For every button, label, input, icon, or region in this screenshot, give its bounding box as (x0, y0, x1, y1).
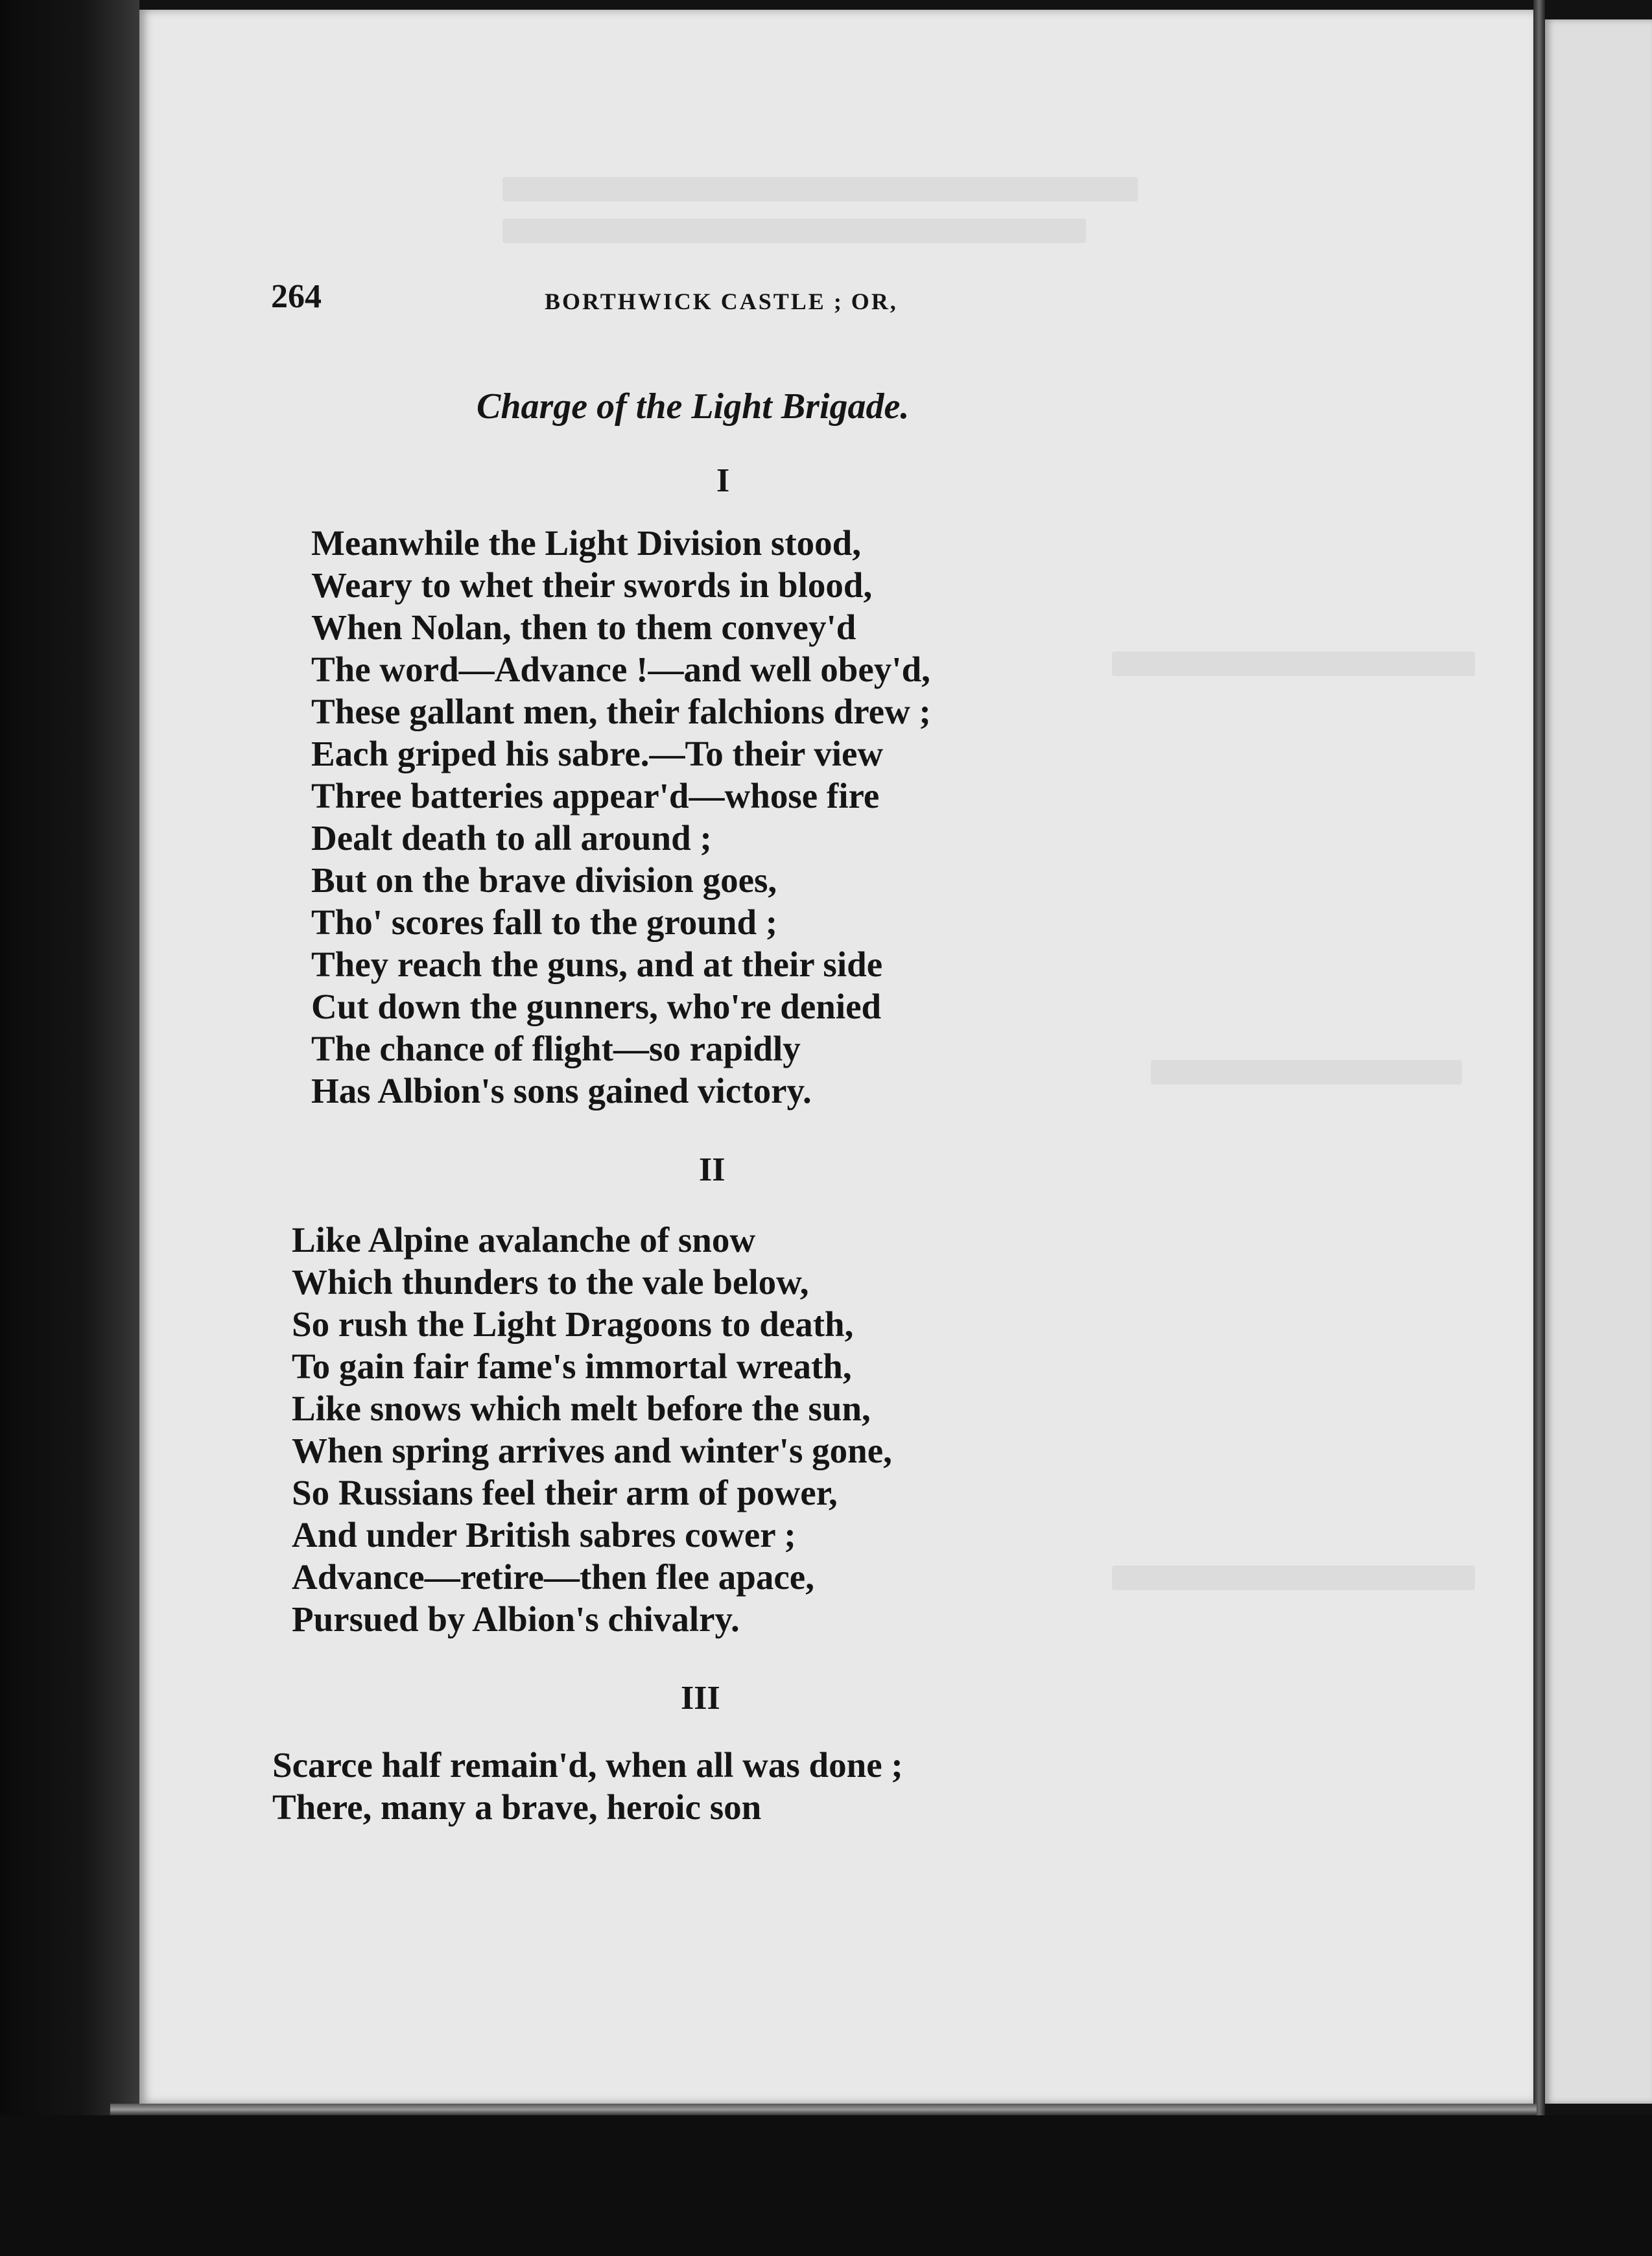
stanza-number: II (699, 1151, 726, 1188)
poem-line: Tho' scores fall to the ground ; (311, 902, 778, 942)
poem-line: But on the brave division goes, (311, 860, 777, 900)
page-gutter (1533, 0, 1545, 2256)
poem-line: The chance of flight—so rapidly (311, 1029, 801, 1068)
poem-line: Meanwhile the Light Division stood, (311, 523, 861, 563)
stanza-number: I (716, 462, 730, 499)
poem-line: Like Alpine avalanche of snow (292, 1220, 756, 1260)
poem-line: Pursued by Albion's chivalry. (292, 1599, 740, 1639)
poem-line: These gallant men, their falchions drew ; (311, 692, 931, 731)
poem-line: Advance—retire—then flee apace, (292, 1557, 814, 1597)
stanza (311, 522, 931, 1112)
page-bottom-edge (110, 2104, 1537, 2115)
bleed-through-text (1151, 1060, 1462, 1085)
poem-line: Each griped his sabre.—To their view (311, 734, 884, 773)
poem-line: Dealt death to all around ; (311, 818, 712, 858)
scan-background (0, 2115, 1652, 2256)
book-binding-edge (0, 0, 139, 2256)
bleed-through-text (502, 177, 1138, 202)
poem-line: They reach the guns, and at their side (311, 945, 883, 984)
stanza-number: III (681, 1680, 720, 1717)
poem-line: To gain fair fame's immortal wreath, (292, 1346, 852, 1386)
poem-line: Has Albion's sons gained victory. (311, 1071, 812, 1110)
poem-line: Like snows which melt before the sun, (292, 1389, 871, 1428)
poem-line: There, many a brave, heroic son (272, 1787, 762, 1827)
poem-line: When Nolan, then to them convey'd (311, 607, 856, 647)
running-head: BORTHWICK CASTLE ; OR, (545, 288, 898, 314)
poem-line: Which thunders to the vale below, (292, 1262, 809, 1302)
stanza (292, 1219, 892, 1640)
poem-line: And under British sabres cower ; (292, 1515, 796, 1555)
poem-line: Three batteries appear'd—whose fire (311, 776, 880, 816)
stanza (272, 1744, 903, 1828)
poem-line: So rush the Light Dragoons to death, (292, 1304, 854, 1344)
poem-title: Charge of the Light Brigade. (477, 386, 910, 427)
poem-line: Weary to whet their swords in blood, (311, 565, 873, 605)
poem-line: When spring arrives and winter's gone, (292, 1431, 892, 1470)
poem-line: The word—Advance !—and well obey'd, (311, 650, 930, 689)
bleed-through-text (502, 218, 1086, 243)
bleed-through-text (1112, 652, 1475, 676)
page-number: 264 (271, 278, 322, 315)
poem-line: Cut down the gunners, who're denied (311, 987, 882, 1026)
bleed-through-text (1112, 1566, 1475, 1590)
poem-line: Scarce half remain'd, when all was done ; (272, 1745, 903, 1785)
poem-line: So Russians feel their arm of power, (292, 1473, 838, 1512)
facing-page-edge (1545, 19, 1652, 2104)
page-header (0, 272, 1652, 318)
